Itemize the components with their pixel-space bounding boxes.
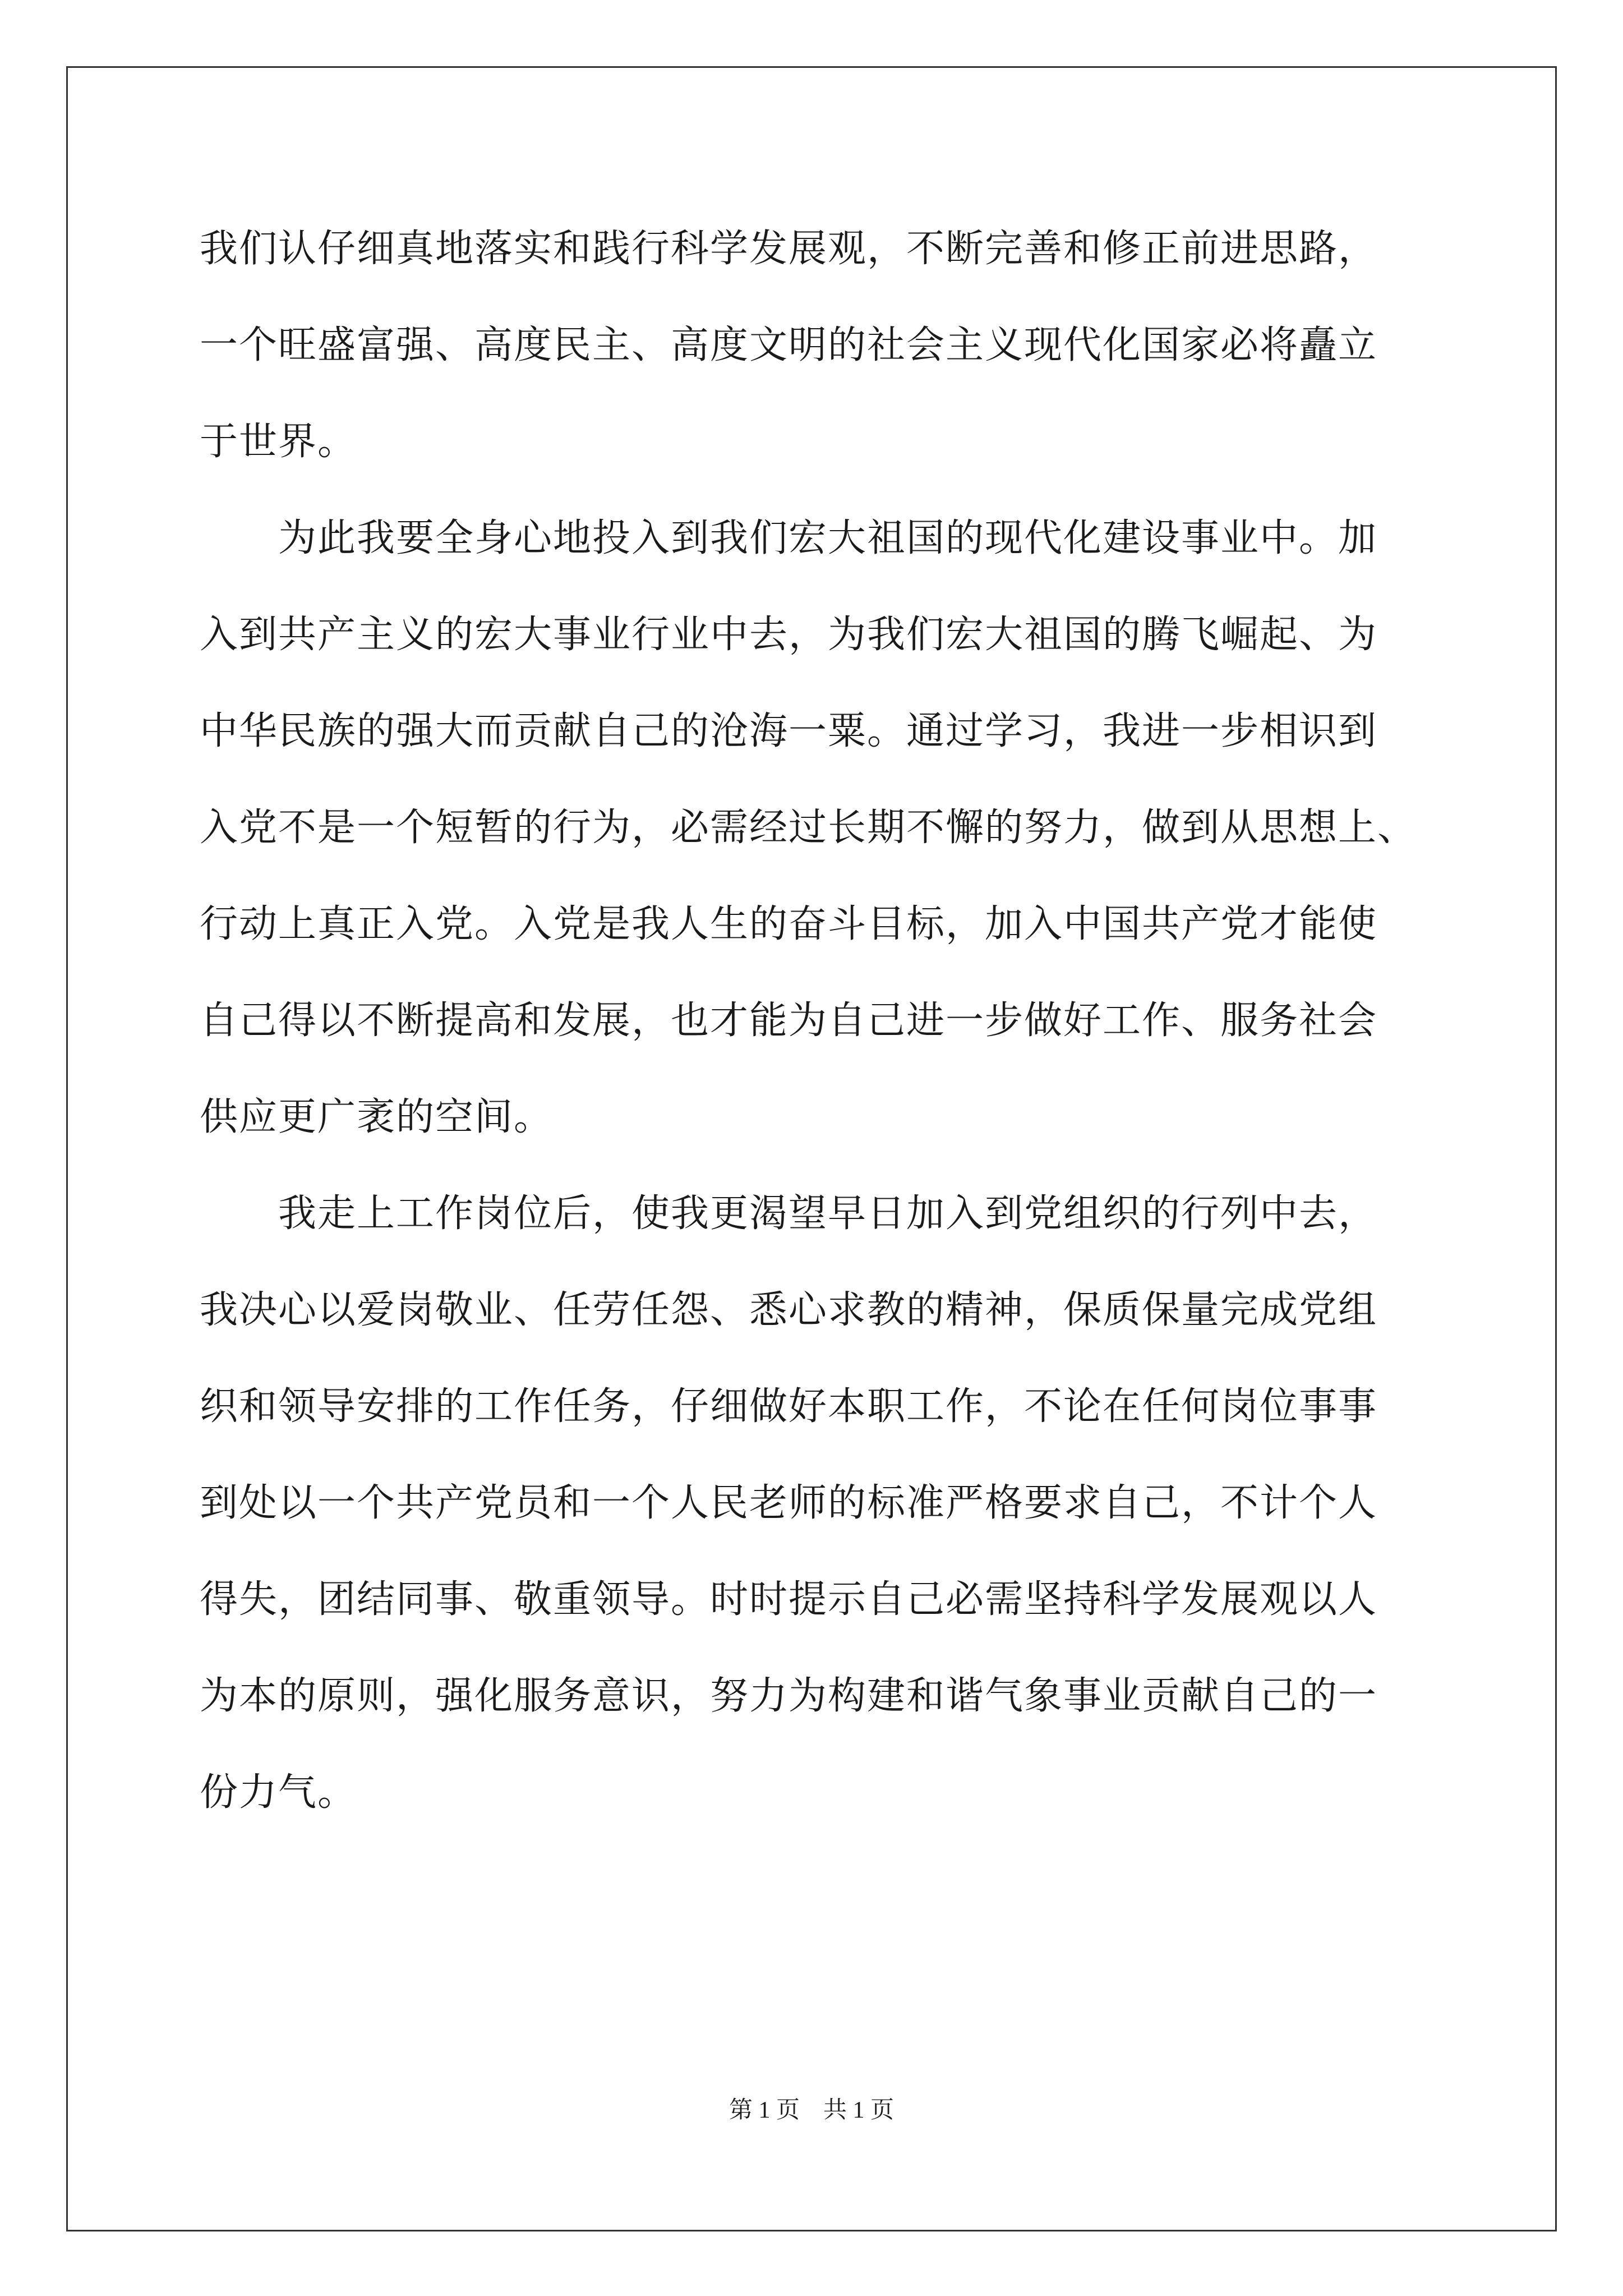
text-line: 份力气。 <box>200 1770 357 1815</box>
text-line: 入到共产主义的宏大事业行业中去，为我们宏大祖国的腾飞崛起、为 <box>200 613 1378 657</box>
paragraph-first-line: 我走上工作岗位后，使我更渴望早日加入到党组织的行列中去， <box>278 1191 1378 1236</box>
text-line: 于世界。 <box>200 420 357 464</box>
text-line: 中华民族的强大而贡献自己的沧海一粟。通过学习，我进一步相识到 <box>200 709 1378 753</box>
text-line: 一个旺盛富强、高度民主、高度文明的社会主义现代化国家必将矗立 <box>200 323 1378 367</box>
text-line: 入党不是一个短暂的行为，必需经过长期不懈的努力，做到从思想上、 <box>200 806 1417 850</box>
text-line: 行动上真正入党。入党是我人生的奋斗目标，加入中国共产党才能使 <box>200 902 1378 946</box>
text-line: 我们认仔细真地落实和践行科学发展观，不断完善和修正前进思路， <box>200 227 1378 271</box>
text-line: 自己得以不断提高和发展，也才能为自己进一步做好工作、服务社会 <box>200 999 1378 1043</box>
text-line: 得失，团结同事、敬重领导。时时提示自己必需坚持科学发展观以人 <box>200 1577 1378 1622</box>
text-line: 供应更广袤的空间。 <box>200 1095 554 1139</box>
text-line: 织和领导安排的工作任务，仔细做好本职工作，不论在任何岗位事事 <box>200 1384 1378 1429</box>
text-line: 为本的原则，强化服务意识，努力为构建和谐气象事业贡献自己的一 <box>200 1674 1378 1718</box>
text-line: 到处以一个共产党员和一个人民老师的标准严格要求自己，不计个人 <box>200 1481 1378 1525</box>
document-body <box>200 201 1456 1841</box>
page-number-footer: 第 1 页 共 1 页 <box>728 2097 894 2123</box>
paragraph-first-line: 为此我要全身心地投入到我们宏大祖国的现代化建设事业中。加 <box>278 516 1378 560</box>
text-line: 我决心以爱岗敬业、任劳任怨、悉心求教的精神，保质保量完成党组 <box>200 1288 1378 1332</box>
